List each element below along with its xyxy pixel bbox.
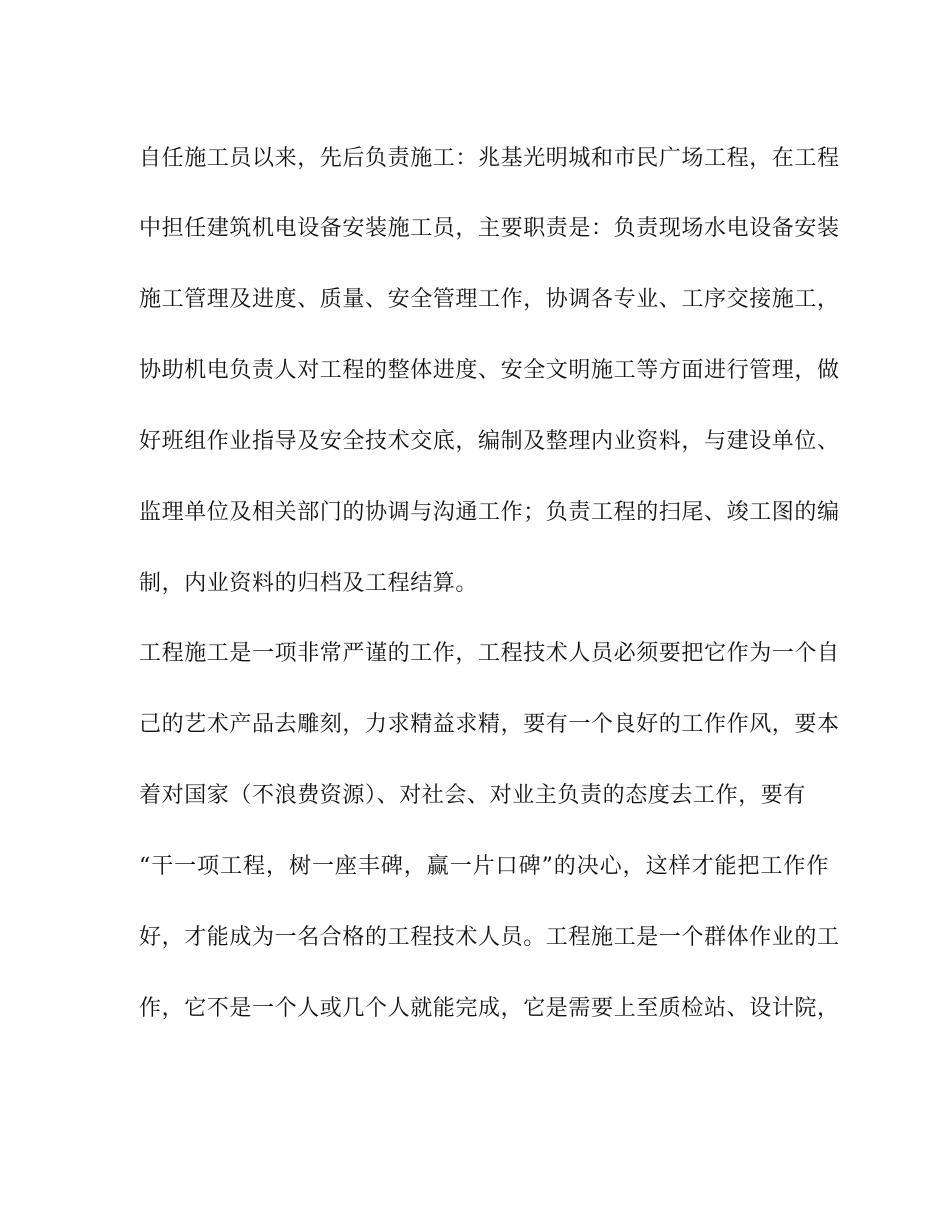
text-line: 工程施工是一项非常严谨的工作，工程技术人员必须要把它作为一个自 (139, 641, 840, 666)
text-line: 制，内业资料的归档及工程结算。 (139, 571, 479, 596)
text-line: 好，才能成为一名合格的工程技术人员。工程施工是一个群体作业的工 (139, 925, 840, 950)
text-line: 协助机电负责人对工程的整体进度、安全文明施工等方面进行管理，做 (139, 358, 840, 383)
text-line: 着对国家（不浪费资源）、对社会、对业主负责的态度去工作，要有 (139, 783, 807, 808)
text-line: 己的艺术产品去雕刻，力求精益求精，要有一个良好的工作作风，要本 (139, 712, 840, 737)
text-line: 施工管理及进度、质量、安全管理工作，协调各专业、工序交接施工， (139, 287, 840, 312)
text-line: 作，它不是一个人或几个人就能完成，它是需要上至质检站、设计院， (139, 996, 840, 1021)
text-line: “干一项工程，树一座丰碑，赢一片口碑”的决心，这样才能把工作作 (139, 854, 829, 879)
text-line: 中担任建筑机电设备安装施工员，主要职责是：负责现场水电设备安装 (139, 216, 840, 241)
text-line: 监理单位及相关部门的协调与沟通工作；负责工程的扫尾、竣工图的编 (139, 500, 840, 525)
text-line: 好班组作业指导及安全技术交底，编制及整理内业资料，与建设单位、 (139, 429, 840, 454)
text-line: 自任施工员以来，先后负责施工：兆基光明城和市民广场工程，在工程 (139, 146, 840, 171)
